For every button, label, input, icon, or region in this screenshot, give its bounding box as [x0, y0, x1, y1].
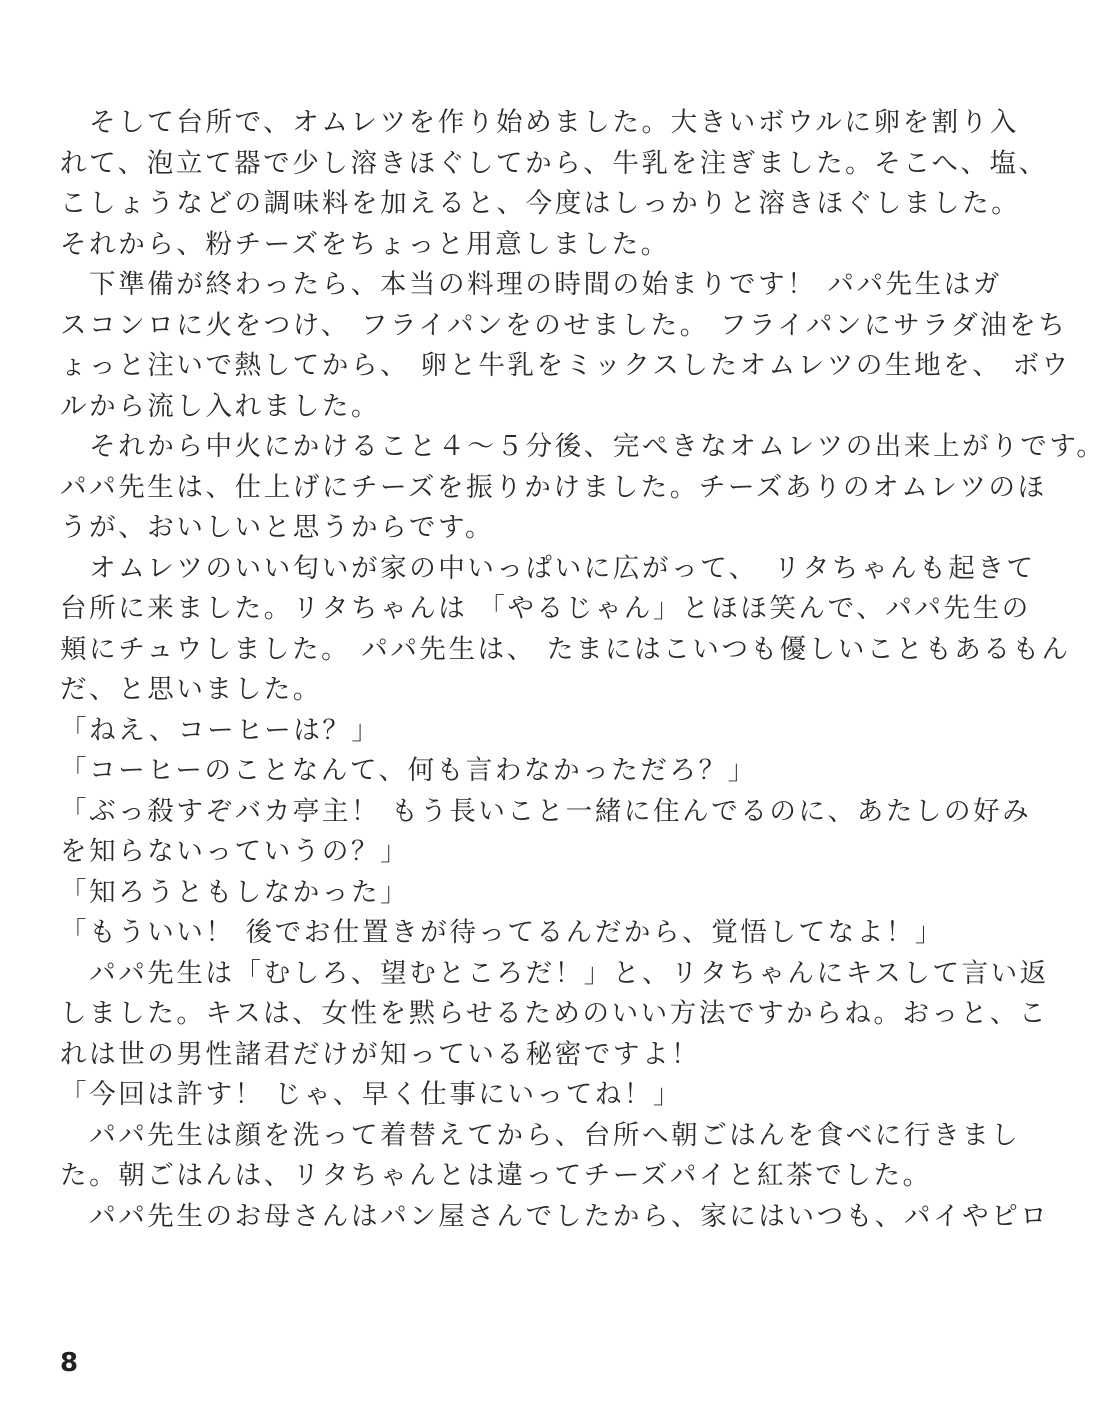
text-line: 「今回は許す！ じゃ、早く仕事にいってね！」 — [60, 1079, 683, 1110]
text-line: 「ぶっ殺すぞバカ亭主！ もう長いこと一緒に住んでるのに、あたしの好み — [60, 795, 1032, 827]
text-line: パパ先生は顔を洗って着替えてから、台所へ朝ごはんを食べに行きまし — [60, 1119, 1021, 1151]
text-line: オムレツのいい匂いが家の中いっぱいに広がって、 リタちゃんも起きて — [60, 552, 1036, 584]
text-line: スコンロに火をつけ、 フライパンをのせました。 フライパンにサラダ油をち — [60, 309, 1068, 341]
text-line: こしょうなどの調味料を加えると、今度はしっかりと溶きほぐしました。 — [60, 188, 1021, 219]
text-line: れは世の男性諸君だけが知っている秘密ですよ！ — [60, 1038, 701, 1070]
text-line: パパ先生は「むしろ、望むところだ！」と、リタちゃんにキスして言い返 — [60, 957, 1049, 989]
text-line: 下準備が終わったら、本当の料理の時間の始まりです！ パパ先生はガ — [60, 269, 1002, 300]
text-line: た。朝ごはんは、リタちゃんとは違ってチーズパイと紅茶でした。 — [60, 1160, 932, 1191]
text-line: 頬にチュウしました。 パパ先生は、 たまにはこいつも優しいこともあるもん — [60, 633, 1071, 665]
text-line: ょっと注いで熱してから、 卵と牛乳をミックスしたオムレツの生地を、 ボウ — [60, 350, 1071, 381]
text-line: うが、おいしいと思うからです。 — [60, 512, 495, 543]
text-line: 「ねえ、コーヒーは？」 — [60, 714, 381, 746]
text-line: 「知ろうともしなかった」 — [60, 876, 410, 908]
text-line: パパ先生は、仕上げにチーズを振りかけました。チーズありのオムレツのほ — [60, 471, 1047, 503]
text-line: だ、と思いました。 — [60, 674, 322, 705]
page-number: 8 — [60, 1348, 79, 1378]
text-line: それから、粉チーズをちょっと用意しました。 — [60, 228, 670, 260]
text-line: パパ先生のお母さんはパン屋さんでしたから、家にはいつも、パイやピロ — [60, 1200, 1050, 1232]
text-line: 「コーヒーのことなんて、何も言わなかっただろ？」 — [60, 755, 757, 786]
text-line: れて、泡立て器で少し溶きほぐしてから、牛乳を注ぎました。そこへ、塩、 — [60, 147, 1048, 179]
text-line: 台所に来ました。リタちゃんは 「やるじゃん」とほほ笑んで、パパ先生の — [60, 593, 1031, 624]
body-text — [60, 103, 1105, 1237]
text-line: そして台所で、オムレツを作り始めました。大きいボウルに卵を割り入 — [60, 107, 1019, 138]
text-line: を知らないっていうの？」 — [60, 836, 410, 867]
text-line: 「もういい！ 後でお仕置きが待ってるんだから、覚悟してなよ！」 — [60, 917, 945, 948]
text-line: ルから流し入れました。 — [60, 390, 381, 422]
text-line: しました。キスは、女性を黙らせるためのいい方法ですからね。おっと、こ — [60, 998, 1049, 1029]
text-line: それから中火にかけること４～５分後、完ぺきなオムレツの出来上がりです。 — [60, 431, 1105, 462]
